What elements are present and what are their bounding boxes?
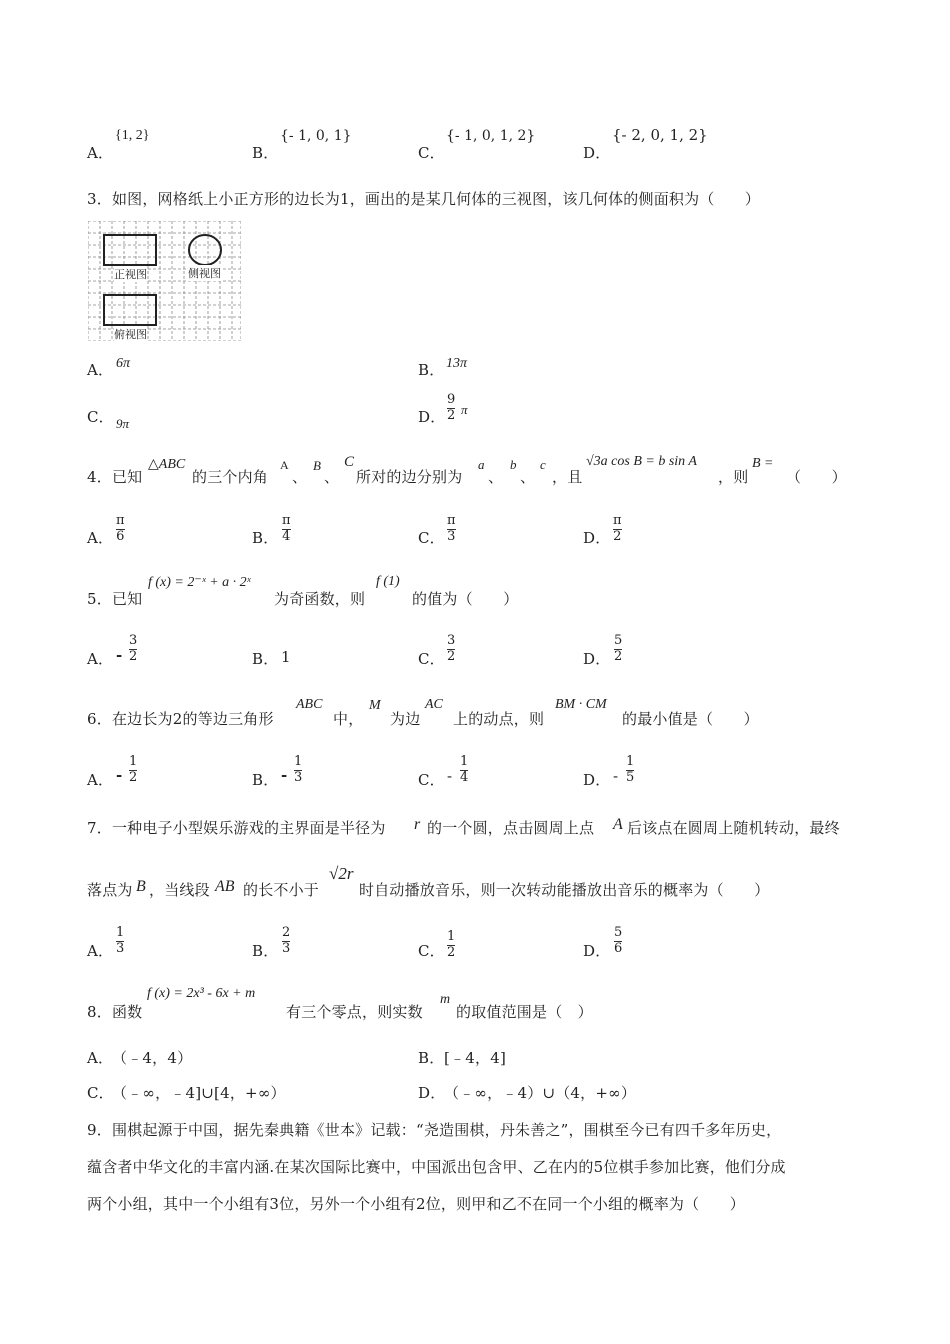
q7-a-label: A． (87, 942, 114, 960)
q7-b-label: B． (252, 942, 279, 960)
q7-b-num: 2 (282, 925, 291, 940)
q2-a-label: A． (87, 144, 114, 162)
q6-p3: 为边 (390, 710, 421, 728)
q3-a-label: A． (87, 361, 114, 379)
q2-d-label: D． (583, 144, 611, 162)
q6-expr: BM · CM (555, 697, 607, 712)
q7-line1c: 后该点在圆周上随机转动，最终 (627, 819, 840, 837)
q6-a-label: A． (87, 771, 114, 789)
q6-p4: 上的动点，则 (453, 710, 545, 728)
q7-d-den: 6 (614, 940, 623, 956)
q2-c-value: {- 1, 0, 1, 2} (446, 128, 536, 144)
q6-p2: 中， (333, 710, 364, 728)
q5-p1: 5．已知 (87, 590, 143, 608)
q3-stem: 3．如图，网格纸上小正方形的边长为1，画出的是某几何体的三视图，该几何体的侧面积为（ ） (87, 190, 761, 208)
q6-abc: ABC (296, 697, 323, 712)
q8-c-value: （﹣∞，﹣4]∪[4，+∞） (112, 1084, 286, 1102)
q7-B: B (136, 878, 146, 895)
q6-c-sign: - (447, 767, 453, 785)
side-view-circle (189, 235, 221, 265)
q7-d-fraction (614, 926, 622, 957)
q4-A: A (280, 458, 289, 472)
q6-b-den: 3 (294, 769, 303, 785)
q7-d-num: 5 (614, 925, 623, 940)
q4-c-num: π (447, 513, 456, 528)
q2-a-value: {1, 2} (115, 128, 150, 143)
q4-c: c (540, 457, 546, 472)
q4-sep4: 、 (520, 468, 536, 486)
q4-sep2: 、 (324, 468, 340, 486)
q6-a-sign: - (116, 766, 123, 784)
q6-a-den: 2 (129, 769, 138, 785)
q5-a-num: 3 (129, 633, 138, 648)
q4-C: C (344, 454, 355, 470)
q5-b-value: 1 (281, 648, 291, 666)
q6-AC: AC (425, 697, 443, 712)
q4-c-label: C． (418, 529, 445, 547)
q4-tail: B = (752, 456, 774, 471)
top-view-rect (104, 295, 156, 325)
q4-p4: ，且 (552, 468, 583, 486)
q7-b-den: 3 (282, 940, 291, 956)
q3-d-num: 9 (447, 392, 456, 407)
q5-a-den: 2 (129, 648, 138, 664)
q7-c-num: 1 (447, 929, 456, 944)
q3-d-label: D． (418, 408, 446, 426)
q5-a-sign: - (116, 646, 123, 664)
q5-c-num: 3 (447, 633, 456, 648)
q7-line1b: 的一个圆，点击圆周上点 (427, 819, 595, 837)
q4-b-label: B． (252, 529, 279, 547)
q7-line2b: ，当线段 (149, 881, 210, 899)
q6-d-fraction (626, 755, 634, 786)
q4-p1: 4．已知 (87, 468, 143, 486)
q3-b-value: 13π (446, 356, 468, 371)
q4-c-den: 3 (447, 528, 456, 544)
q8-fx: f (x) = 2x³ - 6x + m (147, 986, 256, 1001)
q5-a-label: A． (87, 650, 114, 668)
q9-line3: 两个小组，其中一个小组有3位，另外一个小组有2位，则甲和乙不在同一个小组的概率为（ ） (87, 1195, 745, 1213)
q8-a-value: （﹣4，4） (112, 1049, 193, 1067)
q6-b-fraction (294, 755, 302, 786)
q7-root: √2r (329, 864, 354, 883)
q7-line2d: 时自动播放音乐，则一次转动能播放出音乐的概率为（ ） (359, 881, 770, 899)
q4-d-den: 2 (613, 528, 622, 544)
q3-c-value: 9π (116, 416, 130, 431)
q5-c-den: 2 (447, 648, 456, 664)
front-view-rect (104, 235, 156, 265)
q7-line1a: 7．一种电子小型娱乐游戏的主界面是半径为 (87, 819, 386, 837)
q2-b-value: {- 1, 0, 1} (280, 128, 352, 144)
q9-line2: 蕴含者中华文化的丰富内涵.在某次国际比赛中，中国派出包含甲、乙在内的5位棋手参加比赛，他们分成 (87, 1158, 786, 1176)
q8-m: m (440, 992, 451, 1007)
top-view-label: 俯视图 (114, 328, 147, 341)
q8-p3: 的取值范围是（ ） (456, 1003, 593, 1021)
q5-c-fraction (447, 634, 455, 665)
q4-p6: （ ） (786, 468, 847, 486)
q8-p2: 有三个零点，则实数 (286, 1003, 423, 1021)
q6-d-sign: - (613, 767, 619, 785)
q3-d-den: 2 (447, 407, 456, 423)
q4-B: B (313, 458, 321, 473)
q5-b-label: B． (252, 650, 279, 668)
q5-d-label: D． (583, 650, 611, 668)
q3-b-label: B． (418, 361, 445, 379)
q4-eq: √3a cos B = b sin A (586, 454, 697, 469)
q4-sep3: 、 (488, 468, 504, 486)
q5-d-fraction (614, 634, 622, 665)
q7-line2c: 的长不小于 (243, 881, 320, 899)
q6-p5: 的最小值是（ ） (622, 710, 759, 728)
q4-c-fraction (447, 514, 456, 545)
q5-d-num: 5 (614, 633, 623, 648)
q7-a-den: 3 (116, 940, 125, 956)
q6-b-sign: - (281, 766, 288, 784)
q7-A: A (613, 816, 623, 833)
q6-b-num: 1 (294, 754, 303, 769)
q7-a-fraction (116, 926, 124, 957)
q3-a-value: 6π (116, 356, 131, 371)
q6-c-num: 1 (460, 754, 469, 769)
q5-p3: 的值为（ ） (412, 590, 519, 608)
q8-b-value: [﹣4，4] (444, 1049, 506, 1067)
q6-a-num: 1 (129, 754, 138, 769)
q4-p5: ，则 (718, 468, 749, 486)
q6-p1: 6．在边长为2的等边三角形 (87, 710, 274, 728)
q2-b-label: B． (252, 144, 279, 162)
q3-c-label: C． (87, 408, 114, 426)
q4-b-num: π (282, 513, 291, 528)
q8-p1: 8．函数 (87, 1003, 143, 1021)
q3-d-fraction (447, 393, 455, 424)
q5-a-fraction (129, 634, 137, 665)
q6-M: M (369, 698, 381, 713)
q6-d-label: D． (583, 771, 611, 789)
q7-c-label: C． (418, 942, 445, 960)
three-view-figure (88, 221, 241, 341)
q5-fx: f (x) = 2⁻ˣ + a · 2ˣ (148, 575, 251, 590)
q8-b-label: B． (418, 1049, 445, 1067)
q4-d-label: D． (583, 529, 611, 547)
q8-c-label: C． (87, 1084, 114, 1102)
q6-d-num: 1 (626, 754, 635, 769)
side-view-label: 侧视图 (188, 267, 221, 280)
q2-d-value: {- 2, 0, 1, 2} (612, 126, 708, 144)
q6-d-den: 5 (626, 769, 635, 785)
q4-d-num: π (613, 513, 622, 528)
q4-sep1: 、 (292, 468, 308, 486)
q4-tri: △ABC (148, 457, 186, 472)
q7-line2a: 落点为 (87, 881, 133, 899)
q5-f1: f (1) (376, 574, 400, 589)
q9-line1: 9．围棋起源于中国，据先秦典籍《世本》记载：“尧造围棋，丹朱善之”，围棋至今已有四千多年历史， (87, 1121, 782, 1139)
q2-c-label: C． (418, 144, 445, 162)
q5-c-label: C． (418, 650, 445, 668)
q7-a-num: 1 (116, 925, 125, 940)
q6-b-label: B． (252, 771, 279, 789)
q6-c-den: 4 (460, 769, 469, 785)
q8-d-value: （﹣∞，﹣4）∪（4，+∞） (444, 1084, 637, 1102)
q7-d-label: D． (583, 942, 611, 960)
q7-c-den: 2 (447, 944, 456, 960)
q7-b-fraction (282, 926, 290, 957)
q4-a: a (478, 457, 485, 472)
q5-d-den: 2 (614, 648, 623, 664)
q7-r: r (414, 816, 421, 833)
q4-a-label: A． (87, 529, 114, 547)
q3-d-tail: π (461, 402, 468, 417)
q4-p3: 所对的边分别为 (356, 468, 463, 486)
q6-c-fraction (460, 755, 468, 786)
q4-a-den: 6 (116, 528, 125, 544)
q7-AB: AB (215, 878, 235, 895)
q5-p2: 为奇函数，则 (274, 590, 366, 608)
front-view-label: 正视图 (114, 268, 147, 281)
q4-d-fraction (613, 514, 622, 545)
q4-b-fraction (282, 514, 291, 545)
q4-a-num: π (116, 513, 125, 528)
q8-d-label: D． (418, 1084, 446, 1102)
q4-b-den: 4 (282, 528, 291, 544)
q4-p2: 的三个内角 (192, 468, 269, 486)
q6-c-label: C． (418, 771, 445, 789)
q4-a-fraction (116, 514, 125, 545)
q8-a-label: A． (87, 1049, 114, 1067)
q4-b: b (510, 457, 517, 472)
q6-a-fraction (129, 755, 137, 786)
q7-c-fraction (447, 930, 455, 961)
